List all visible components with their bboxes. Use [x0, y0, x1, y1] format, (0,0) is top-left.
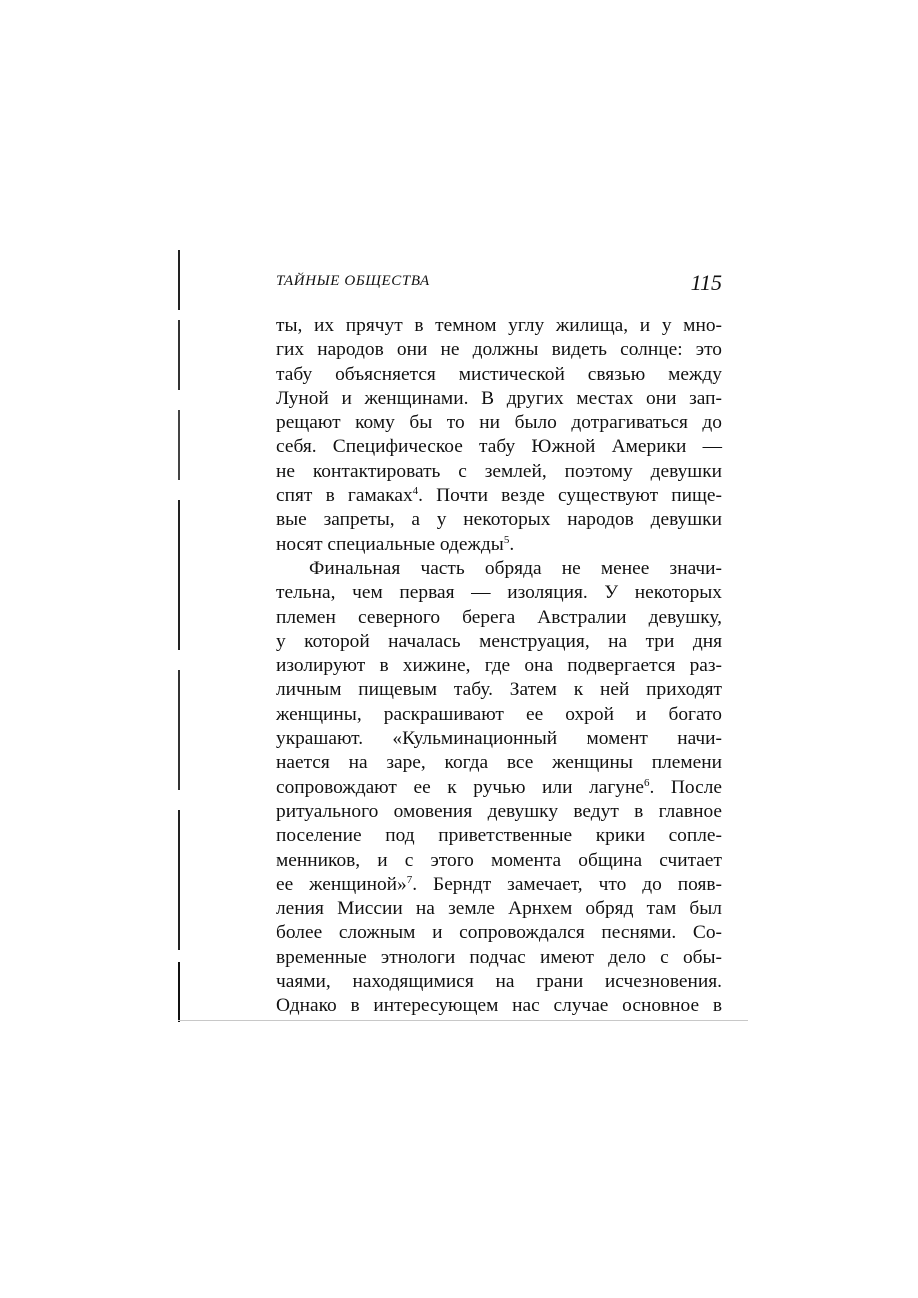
- body-text: [276, 314, 722, 1019]
- footnote-ref: 7: [406, 873, 413, 886]
- footnote-ref: 4: [412, 485, 419, 498]
- text-line: чаями, находящимися на грани исчезновения.: [276, 971, 722, 993]
- running-head-title: ТАЙНЫЕ ОБЩЕСТВА: [276, 273, 430, 289]
- text-line: племен северного берега Австралии девушку,: [276, 606, 722, 628]
- text-line: ее женщиной»$^7$. Берндт замечает, что до появ-: [276, 873, 722, 895]
- text-line: табу объясняется мистической связью между: [276, 363, 722, 385]
- running-head: [276, 270, 722, 300]
- text-line: менников, и с этого момента община считает: [276, 849, 722, 871]
- text-line: личным пищевым табу. Затем к ней приходят: [276, 679, 722, 701]
- text-line: украшают. «Кульминационный момент начи-: [276, 728, 722, 750]
- text-line: не контактировать с землей, поэтому девушки: [276, 460, 722, 482]
- text-line: женщины, раскрашивают ее охрой и богато: [276, 703, 722, 725]
- text-line: тельна, чем первая — изоляция. У некоторых: [276, 582, 722, 604]
- text-line: сопровождают ее к ручью или лагуне$^6$. После: [276, 776, 722, 798]
- paragraph-first-line: Финальная часть обряда не менее значи-: [309, 557, 722, 579]
- text-line: Однако в интересующем нас случае основное в: [276, 995, 722, 1017]
- scan-margin-edge: [178, 250, 180, 1022]
- text-line: вые запреты, а у некоторых народов девушки: [276, 509, 722, 531]
- text-line: более сложным и сопровождался песнями. Со-: [276, 922, 722, 944]
- footnote-ref: 5: [503, 533, 510, 546]
- text-line: временные этнологи подчас имеют дело с обы-: [276, 946, 722, 968]
- text-line: нается на заре, когда все женщины племени: [276, 752, 722, 774]
- text-line: ты, их прячут в темном углу жилища, и у мно-: [276, 315, 722, 336]
- text-line: ления Миссии на земле Арнхем обряд там был: [276, 898, 722, 920]
- text-line: у которой началась менструация, на три дня: [276, 630, 722, 652]
- page-number: 115: [690, 270, 722, 295]
- footnote-ref: 6: [643, 776, 650, 789]
- page-bottom-rule: [178, 1020, 748, 1021]
- text-line: изолируют в хижине, где она подвергается раз-: [276, 655, 722, 677]
- text-line: Луной и женщинами. В других местах они зап-: [276, 387, 722, 409]
- text-line: гих народов они не должны видеть солнце: это: [276, 339, 722, 361]
- text-line: носят специальные одежды$^5$.: [276, 533, 515, 555]
- text-line: ритуального омовения девушку ведут в главное: [276, 800, 722, 822]
- text-line: себя. Специфическое табу Южной Америки —: [276, 436, 722, 458]
- text-line: рещают кому бы то ни было дотрагиваться до: [276, 412, 722, 434]
- text-line: спят в гамаках$^4$. Почти везде существуют пище-: [276, 485, 722, 507]
- text-line: поселение под приветственные крики сопле-: [276, 825, 722, 847]
